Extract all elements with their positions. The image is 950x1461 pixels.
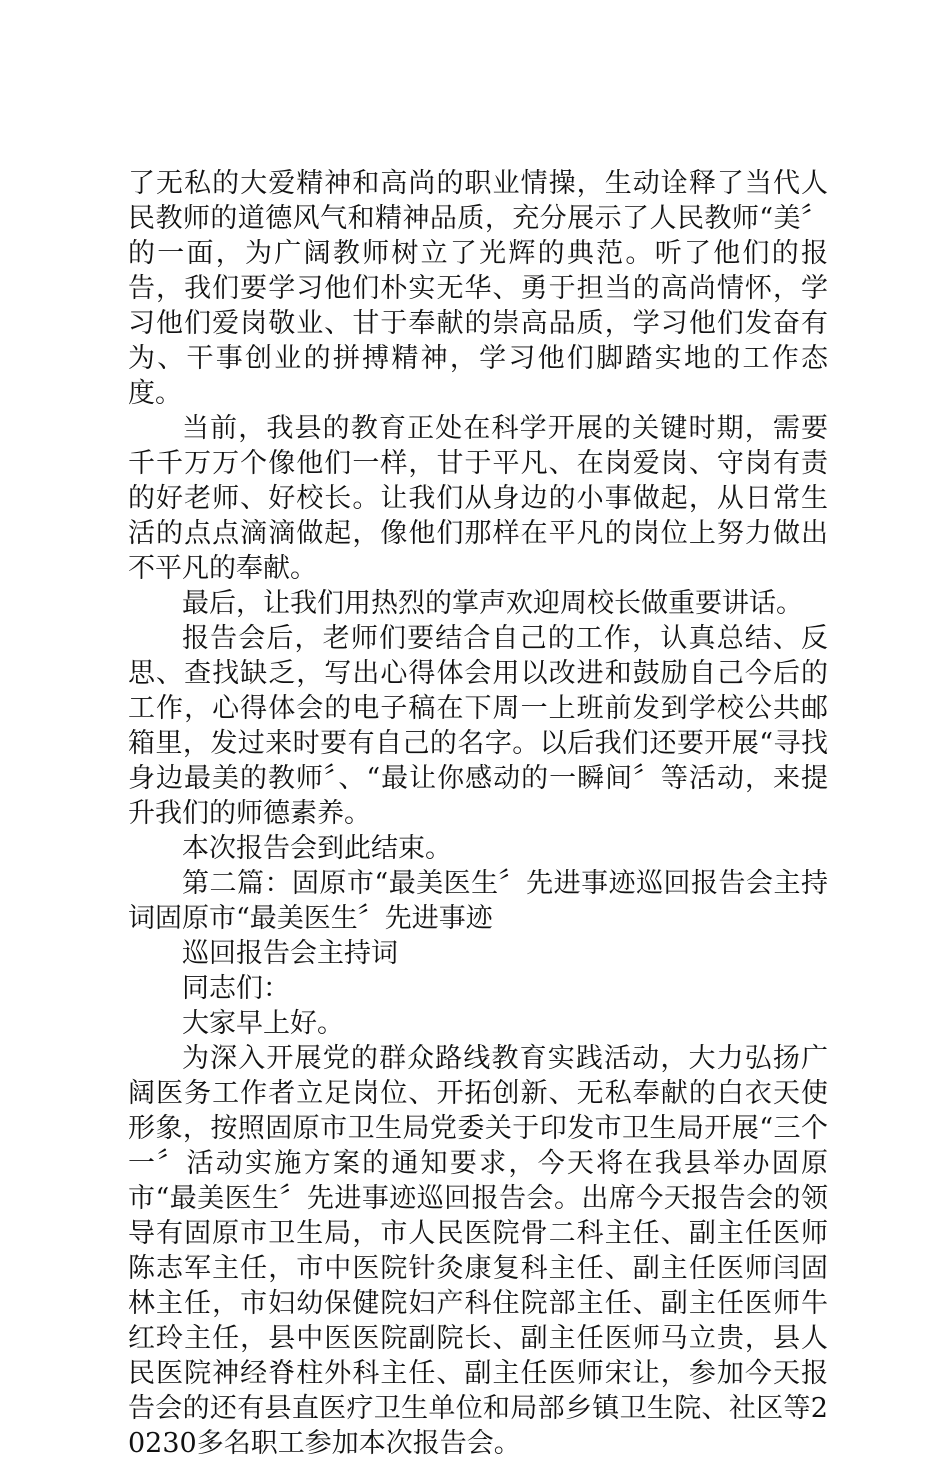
section-subtitle: 巡回报告会主持词 — [182, 938, 398, 969]
document-body — [128, 166, 828, 1461]
paragraph-1: 了无私的大爱精神和高尚的职业情操，生动诠释了当代人民教师的道德风气和精神品质，充分展示了人民教师“美〞的一面，为广阔教师树立了光辉的典范。听了他们的报告，我们要学习他们朴实无华、勇于担当的高尚情怀，学习他们爱岗敬业、甘于奉献的崇高品质，学习他们发奋有为、干事创业的拼搏精神，学习他们脚踏实地的工作态度。 — [128, 168, 828, 409]
paragraph-3: 最后，让我们用热烈的掌声欢迎周校长做重要讲话。 — [182, 588, 803, 619]
salutation: 同志们： — [182, 973, 290, 1004]
greeting: 大家早上好。 — [182, 1008, 344, 1039]
paragraph-5: 本次报告会到此结束。 — [182, 833, 452, 864]
section-heading: 第二篇：固原市“最美医生〞先进事迹巡回报告会主持词固原市“最美医生〞先进事迹 — [128, 868, 828, 934]
paragraph-main: 为深入开展党的群众路线教育实践活动，大力弘扬广阔医务工作者立足岗位、开拓创新、无私奉献的白衣天使形象，按照固原市卫生局党委关于印发市卫生局开展“三个一〞活动实施方案的通知要求，今天将在我县举办固原市“最美医生〞先进事迹巡回报告会。出席今天报告会的领导有固原市卫生局，市人民医院骨二科主任、副主任医师陈志军主任，市中医院针灸康复科主任、副主任医师闫固林主任，市妇幼保健院妇产科住院部主任、副主任医师牛红玲主任，县中医医院副院长、副主任医师马立贵，县人民医院神经脊柱外科主任、副主任医师宋让，参加今天报告会的还有县直医疗卫生单位和局部乡镇卫生院、社区等20230多名职工参加本次报告会。 — [128, 1043, 828, 1459]
paragraph-4: 报告会后，老师们要结合自己的工作，认真总结、反思、查找缺乏，写出心得体会用以改进和鼓励自己今后的工作，心得体会的电子稿在下周一上班前发到学校公共邮箱里，发过来时要有自己的名字。以后我们还要开展“寻找身边最美的教师〞、“最让你感动的一瞬间〞等活动，来提升我们的师德素养。 — [128, 623, 828, 829]
paragraph-2: 当前，我县的教育正处在科学开展的关键时期，需要千千万万个像他们一样，甘于平凡、在岗爱岗、守岗有责的好老师、好校长。让我们从身边的小事做起，从日常生活的点点滴滴做起，像他们那样在平凡的岗位上努力做出不平凡的奉献。 — [128, 413, 828, 584]
